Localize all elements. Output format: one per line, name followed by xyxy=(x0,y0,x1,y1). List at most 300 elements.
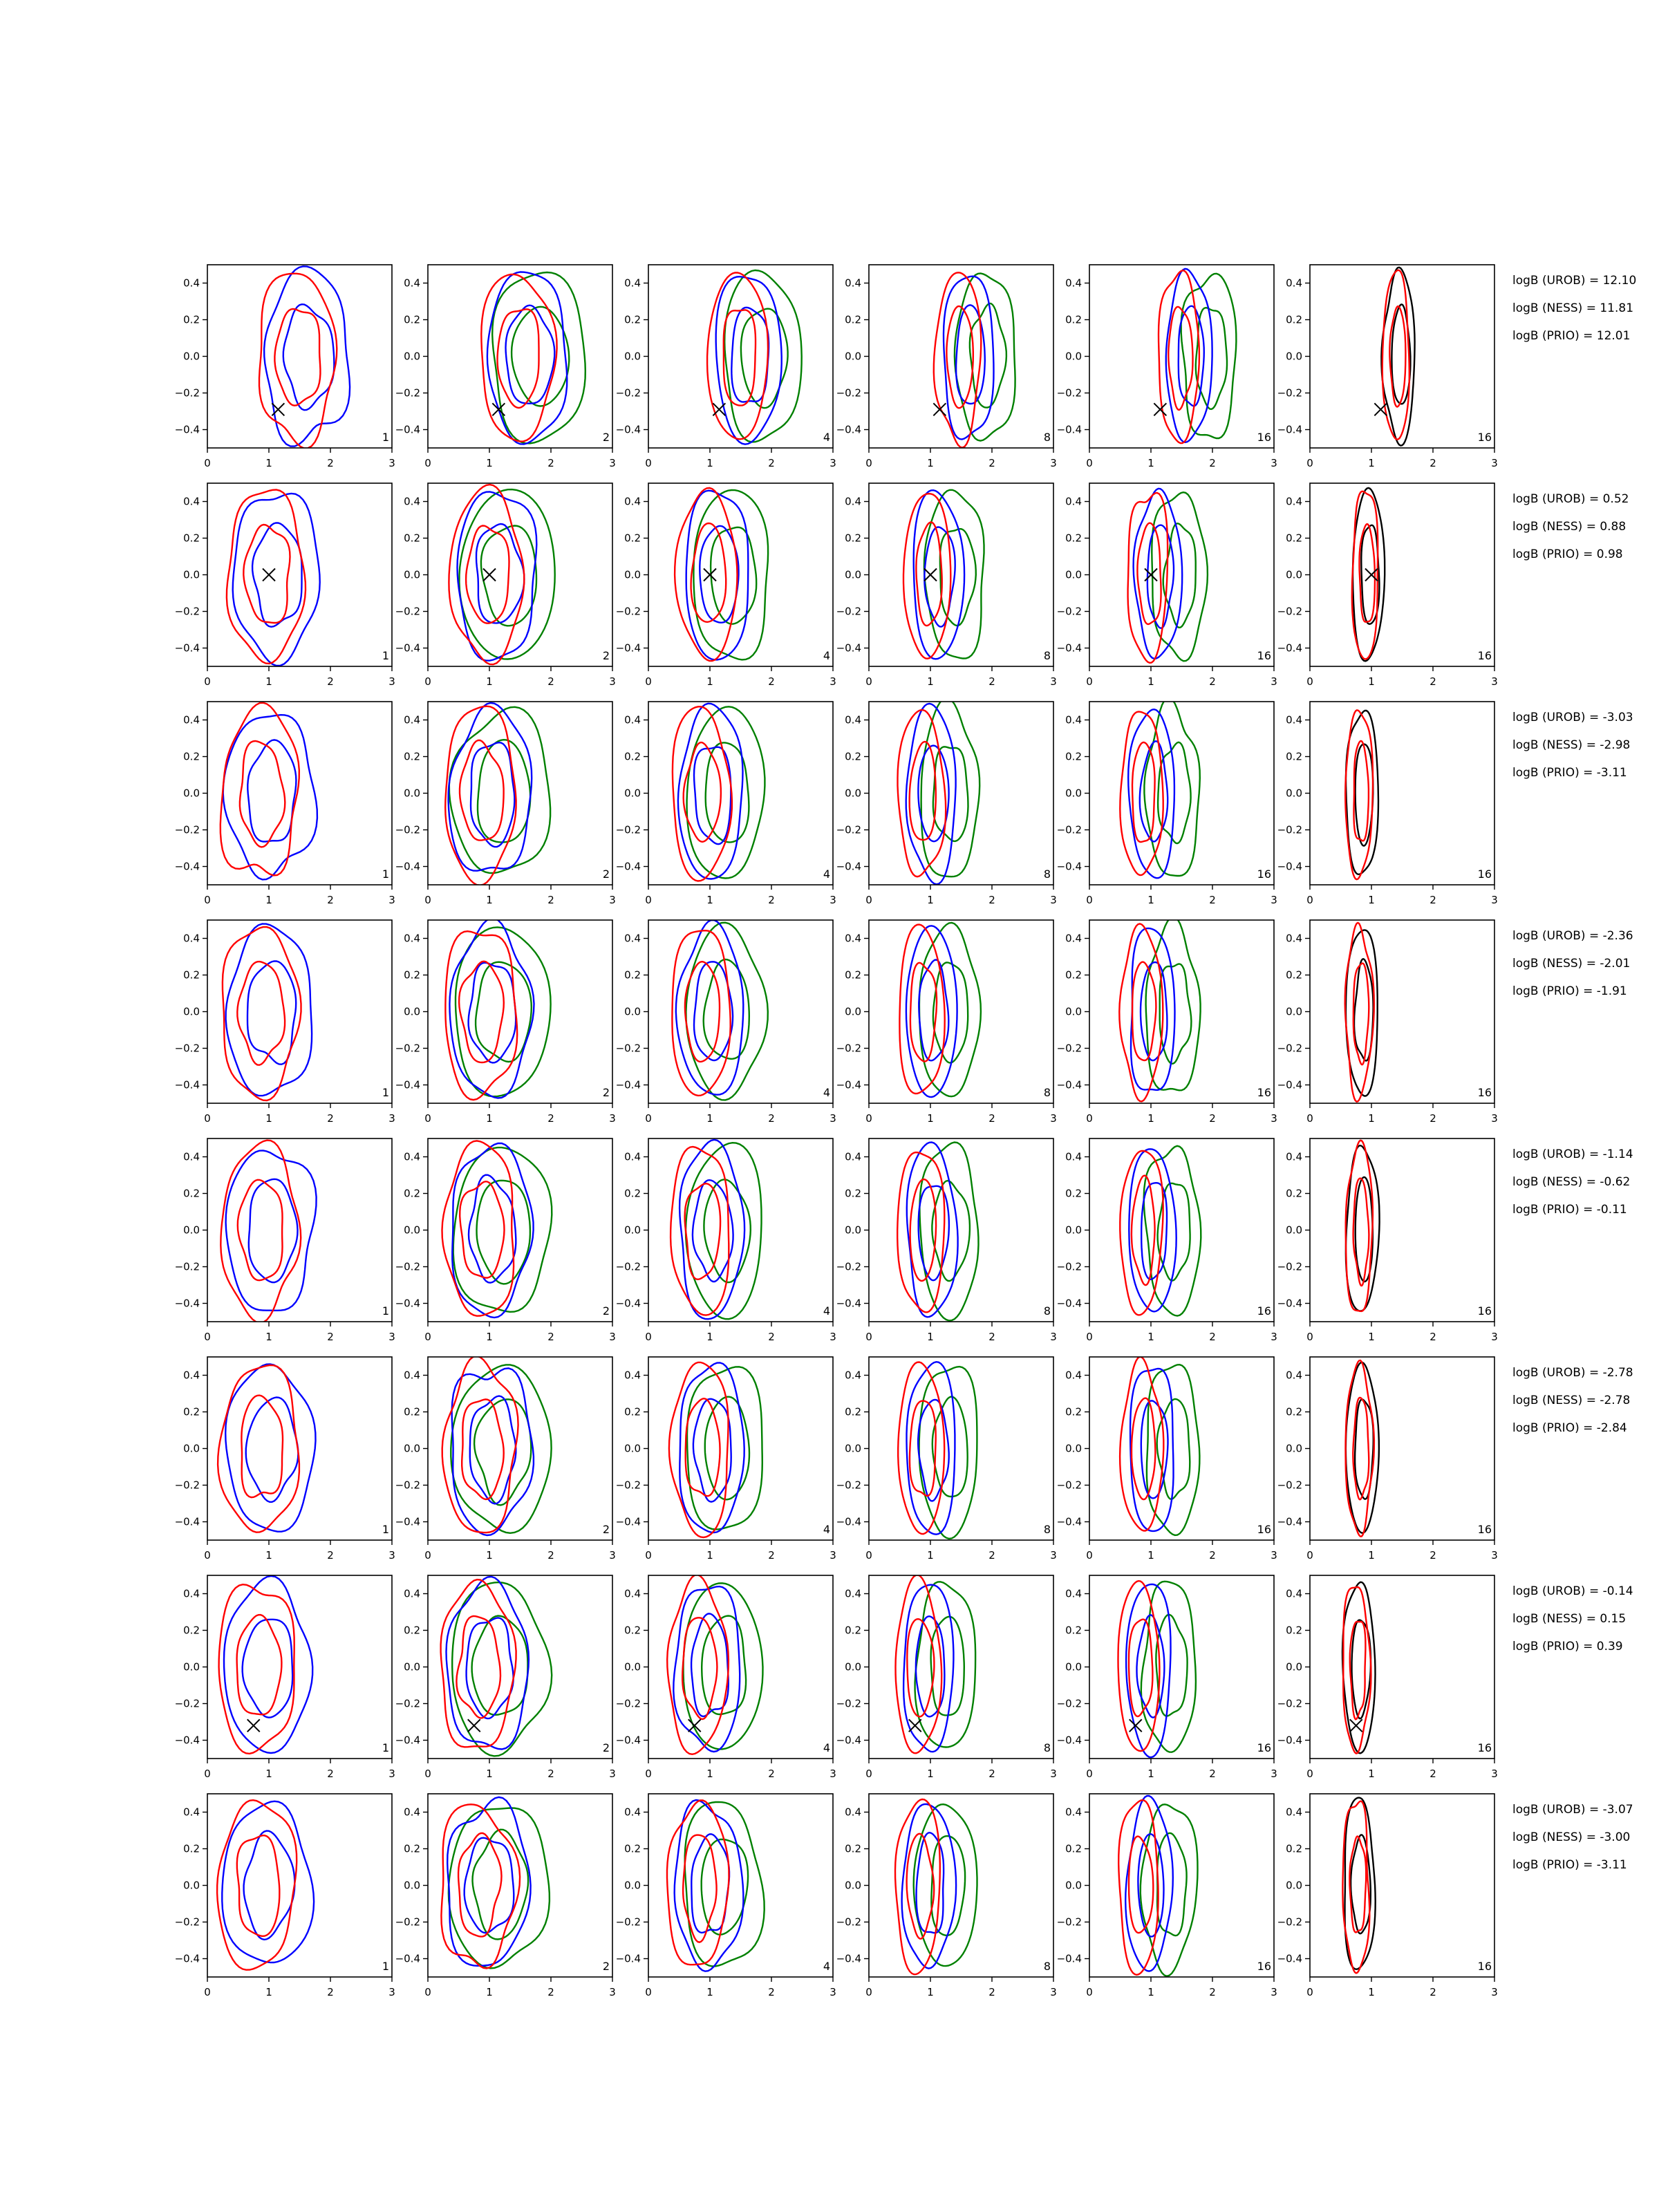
x-tick-label: 0 xyxy=(1306,675,1313,688)
x-tick-label: 2 xyxy=(768,457,775,469)
x-tick-label: 1 xyxy=(706,675,713,688)
panel-label: 16 xyxy=(1257,868,1271,881)
ness-inner-contour xyxy=(460,740,504,841)
x-tick-label: 2 xyxy=(988,1331,995,1343)
y-tick-label: 0.2 xyxy=(1286,968,1302,982)
y-tick-label: −0.4 xyxy=(1056,1734,1082,1747)
ness-outer-contour xyxy=(1120,712,1163,875)
panel-r7-c2 xyxy=(395,1575,616,1780)
x-tick-label: 1 xyxy=(486,1986,493,1998)
contour-group xyxy=(259,266,350,448)
x-tick-label: 1 xyxy=(1147,1549,1154,1562)
panel-r4-c6 xyxy=(1277,920,1498,1125)
ness-outer-contour xyxy=(898,1362,944,1535)
y-tick-label: −0.2 xyxy=(836,1479,861,1492)
y-tick-label: 0.2 xyxy=(404,1842,420,1855)
ness-inner-contour xyxy=(237,1615,282,1714)
panel-r8-c2 xyxy=(395,1794,616,1998)
x-tick-label: 0 xyxy=(865,1112,872,1125)
y-tick-label: 0.0 xyxy=(183,1224,200,1237)
axes-frame xyxy=(428,1138,612,1322)
x-tick-label: 3 xyxy=(1271,1768,1277,1780)
x-tick-label: 1 xyxy=(706,1768,713,1780)
x-tick-label: 0 xyxy=(424,675,431,688)
y-tick-label: 0.4 xyxy=(624,495,641,508)
panel-label: 1 xyxy=(382,1960,389,1973)
x-tick-label: 0 xyxy=(424,457,431,469)
panel-label: 8 xyxy=(1043,1304,1051,1318)
y-tick-label: 0.4 xyxy=(845,932,861,945)
axes-frame xyxy=(1310,1357,1494,1540)
panel-label: 2 xyxy=(602,1086,610,1099)
urob-inner-contour xyxy=(1138,1834,1163,1936)
axes-frame xyxy=(1310,1794,1494,1977)
panel-label: 8 xyxy=(1043,1086,1051,1099)
x-tick-label: 1 xyxy=(486,675,493,688)
y-tick-label: 0.0 xyxy=(1065,350,1082,363)
x-tick-label: 3 xyxy=(609,894,616,906)
urob-inner-contour xyxy=(283,304,335,410)
axes-frame xyxy=(1310,1575,1494,1759)
y-tick-label: 0.2 xyxy=(845,1842,861,1855)
x-tick-label: 2 xyxy=(327,894,334,906)
panel-r1-c4 xyxy=(836,265,1057,469)
panel-label: 8 xyxy=(1043,649,1051,662)
y-tick-label: 0.4 xyxy=(1286,932,1302,945)
x-tick-label: 2 xyxy=(327,1331,334,1343)
y-tick-label: 0.0 xyxy=(1286,1660,1302,1674)
urob-outer-contour xyxy=(233,494,320,666)
ness-inner-contour xyxy=(724,310,756,405)
panel-r6-c2 xyxy=(395,1356,616,1562)
axes-frame xyxy=(1310,920,1494,1103)
x-tick-label: 1 xyxy=(706,1986,713,1998)
ness-outer-contour xyxy=(1346,1360,1374,1537)
panel-r5-c5 xyxy=(1057,1138,1277,1343)
panel-r5-c3 xyxy=(616,1138,836,1343)
y-tick-label: 0.0 xyxy=(1065,1660,1082,1674)
y-tick-label: 0.0 xyxy=(183,1442,200,1455)
x-tick-label: 3 xyxy=(609,1331,616,1343)
panel-label: 8 xyxy=(1043,1523,1051,1536)
panel-r2-c4 xyxy=(836,483,1057,688)
prio-inner-contour xyxy=(932,1397,968,1497)
y-tick-label: −0.2 xyxy=(615,1042,641,1055)
ness-inner-contour xyxy=(498,309,539,408)
y-tick-label: 0.2 xyxy=(624,313,641,326)
y-tick-label: 0.0 xyxy=(624,1005,641,1018)
contour-group xyxy=(441,1797,550,1969)
contour-group xyxy=(442,1141,552,1318)
panel-label: 16 xyxy=(1257,1523,1271,1536)
x-tick-label: 0 xyxy=(865,1549,872,1562)
x-tick-label: 2 xyxy=(1209,1112,1216,1125)
panel-label: 16 xyxy=(1257,1741,1271,1754)
panel-label: 4 xyxy=(823,1304,830,1318)
y-tick-label: −0.4 xyxy=(836,1515,861,1528)
logB-text: logB (UROB) = 12.10 xyxy=(1512,274,1637,288)
x-marker xyxy=(492,403,505,415)
x-marker xyxy=(247,1719,260,1732)
contour-group xyxy=(1381,268,1414,446)
urob-outer-contour xyxy=(447,1797,530,1966)
y-tick-label: 0.0 xyxy=(845,1660,861,1674)
x-tick-label: 1 xyxy=(927,1768,934,1780)
contour-group xyxy=(669,1362,762,1537)
x-tick-label: 1 xyxy=(1368,1768,1375,1780)
y-tick-label: 0.2 xyxy=(1065,1842,1082,1855)
contour-group xyxy=(903,490,984,659)
panel-r2-c1 xyxy=(175,483,395,688)
panel-r7-c5 xyxy=(1057,1575,1277,1780)
y-tick-label: −0.2 xyxy=(174,605,200,618)
contour-group xyxy=(219,1576,313,1754)
y-tick-label: −0.2 xyxy=(1056,1697,1082,1710)
panel-r6-c1 xyxy=(175,1357,395,1562)
contour-group xyxy=(445,919,550,1100)
y-tick-label: 0.4 xyxy=(845,713,861,727)
y-tick-label: −0.2 xyxy=(615,605,641,618)
x-tick-label: 0 xyxy=(1086,1331,1093,1343)
x-tick-label: 3 xyxy=(388,1549,395,1562)
y-tick-label: 0.2 xyxy=(404,1624,420,1637)
panel-r8-c3 xyxy=(616,1794,836,1998)
x-tick-label: 1 xyxy=(1368,457,1375,469)
y-tick-label: 0.4 xyxy=(845,1806,861,1819)
x-tick-label: 3 xyxy=(1491,457,1498,469)
y-tick-label: −0.4 xyxy=(1277,1515,1302,1528)
y-tick-label: −0.2 xyxy=(174,386,200,400)
ness-outer-contour xyxy=(445,706,516,885)
y-tick-label: −0.2 xyxy=(1277,1260,1302,1273)
y-tick-label: 0.0 xyxy=(624,1879,641,1892)
x-tick-label: 2 xyxy=(327,675,334,688)
y-tick-label: 0.4 xyxy=(624,1806,641,1819)
ness-outer-contour xyxy=(221,703,299,876)
y-tick-label: −0.2 xyxy=(395,823,420,836)
y-tick-label: 0.0 xyxy=(624,1660,641,1674)
logB-text: logB (UROB) = -1.14 xyxy=(1512,1147,1633,1161)
ness-outer-contour xyxy=(903,494,950,659)
y-tick-label: 0.2 xyxy=(1286,1187,1302,1200)
y-tick-label: 0.4 xyxy=(1286,495,1302,508)
y-tick-label: −0.4 xyxy=(395,1297,420,1310)
contour-group xyxy=(667,1800,765,1971)
axes-frame xyxy=(869,1357,1053,1540)
x-tick-label: 1 xyxy=(1147,1112,1154,1125)
axes-frame xyxy=(869,702,1053,885)
x-marker xyxy=(263,569,275,581)
contour-group xyxy=(707,270,802,444)
y-tick-label: −0.2 xyxy=(1056,1260,1082,1273)
x-tick-label: 1 xyxy=(927,675,934,688)
y-tick-label: −0.2 xyxy=(1056,1915,1082,1929)
y-tick-label: −0.4 xyxy=(1056,423,1082,436)
x-tick-label: 1 xyxy=(1147,1331,1154,1343)
y-tick-label: 0.2 xyxy=(624,1842,641,1855)
panel-label: 8 xyxy=(1043,1741,1051,1754)
panel-label: 16 xyxy=(1477,431,1492,444)
prio-outer-contour xyxy=(453,1147,552,1312)
y-tick-label: 0.2 xyxy=(624,532,641,545)
y-tick-label: 0.0 xyxy=(845,1224,861,1237)
prio-inner-contour xyxy=(474,1399,531,1505)
panel-label: 4 xyxy=(823,1086,830,1099)
panel-label: 4 xyxy=(823,1741,830,1754)
y-tick-label: −0.4 xyxy=(1277,1297,1302,1310)
logB-text: logB (NESS) = 0.15 xyxy=(1512,1612,1627,1626)
ness-outer-contour xyxy=(223,927,301,1100)
x-tick-label: 3 xyxy=(1271,1331,1277,1343)
x-tick-label: 3 xyxy=(1050,1112,1057,1125)
panel-r3-c6 xyxy=(1277,702,1498,906)
urob-inner-contour xyxy=(506,306,555,404)
x-tick-label: 2 xyxy=(988,1768,995,1780)
ness-outer-contour xyxy=(449,485,524,664)
urob-inner-contour xyxy=(244,1831,295,1940)
ness-outer-contour xyxy=(221,1141,301,1323)
urob-outer-contour xyxy=(906,926,957,1097)
prio-inner-contour xyxy=(970,303,1006,407)
y-tick-label: 0.4 xyxy=(183,495,200,508)
y-tick-label: −0.2 xyxy=(174,823,200,836)
panel-label: 1 xyxy=(382,649,389,662)
panel-r6-c6 xyxy=(1277,1357,1498,1562)
urob-outer-contour xyxy=(452,1368,534,1535)
x-tick-label: 2 xyxy=(547,1112,554,1125)
y-tick-label: 0.0 xyxy=(624,1224,641,1237)
x-tick-label: 3 xyxy=(1491,1331,1498,1343)
urob-inner-contour xyxy=(1179,306,1204,406)
logB-text: logB (NESS) = 0.88 xyxy=(1512,520,1627,534)
urob-outer-contour xyxy=(907,1362,955,1535)
x-tick-label: 1 xyxy=(927,1986,934,1998)
x-tick-label: 2 xyxy=(547,675,554,688)
urob-inner-contour xyxy=(465,1838,514,1933)
panel-label: 4 xyxy=(823,1960,830,1973)
y-tick-label: 0.4 xyxy=(624,276,641,290)
x-tick-label: 1 xyxy=(927,894,934,906)
y-tick-label: 0.4 xyxy=(404,1806,420,1819)
y-tick-label: 0.4 xyxy=(1065,1587,1082,1600)
x-tick-label: 2 xyxy=(768,1331,775,1343)
x-tick-label: 1 xyxy=(927,1549,934,1562)
y-tick-label: 0.0 xyxy=(624,568,641,581)
urob-outer-contour xyxy=(1129,1149,1176,1311)
panel-label: 16 xyxy=(1257,649,1271,662)
y-tick-label: −0.4 xyxy=(1056,1515,1082,1528)
panel-r1-c1 xyxy=(175,265,395,469)
y-tick-label: −0.4 xyxy=(615,1078,641,1091)
y-tick-label: 0.4 xyxy=(183,1150,200,1163)
x-tick-label: 2 xyxy=(1430,675,1436,688)
x-tick-label: 3 xyxy=(388,1768,395,1780)
panel-r7-c3 xyxy=(616,1575,836,1780)
x-tick-label: 0 xyxy=(1086,894,1093,906)
logB-text: logB (PRIO) = -3.11 xyxy=(1512,766,1627,780)
y-tick-label: 0.4 xyxy=(845,1587,861,1600)
x-tick-label: 1 xyxy=(486,894,493,906)
axes-frame xyxy=(1089,1794,1274,1977)
x-tick-label: 2 xyxy=(547,457,554,469)
x-tick-label: 3 xyxy=(1491,894,1498,906)
x-tick-label: 1 xyxy=(265,1331,272,1343)
y-tick-label: 0.2 xyxy=(1065,1187,1082,1200)
x-tick-label: 2 xyxy=(988,1986,995,1998)
prio-inner-contour xyxy=(933,962,968,1062)
y-tick-label: 0.2 xyxy=(183,750,200,763)
y-tick-label: −0.4 xyxy=(1277,1078,1302,1091)
prio-outer-contour xyxy=(1144,1146,1201,1316)
x-marker xyxy=(468,1719,480,1732)
logB-text: logB (UROB) = -3.07 xyxy=(1512,1803,1633,1817)
y-tick-label: 0.0 xyxy=(845,1005,861,1018)
x-tick-label: 2 xyxy=(1430,1986,1436,1998)
x-tick-label: 2 xyxy=(547,894,554,906)
x-tick-label: 0 xyxy=(204,894,211,906)
x-tick-label: 2 xyxy=(988,1549,995,1562)
ness-inner-contour xyxy=(462,1399,504,1499)
panel-label: 16 xyxy=(1477,649,1492,662)
logB-text: logB (UROB) = -0.14 xyxy=(1512,1584,1633,1598)
x-tick-label: 3 xyxy=(1491,1549,1498,1562)
panel-label: 1 xyxy=(382,1086,389,1099)
panel-r5-c6 xyxy=(1277,1138,1498,1343)
panel-r8-c6 xyxy=(1277,1794,1498,1998)
panel-label: 16 xyxy=(1477,868,1492,881)
x-tick-label: 0 xyxy=(1086,675,1093,688)
x-tick-label: 1 xyxy=(706,1549,713,1562)
panel-r2-c6 xyxy=(1277,483,1498,688)
y-tick-label: 0.2 xyxy=(1065,1624,1082,1637)
urob-outer-contour xyxy=(914,490,964,659)
y-tick-label: 0.2 xyxy=(845,532,861,545)
urob-inner-contour xyxy=(243,1620,293,1718)
contour-group xyxy=(898,698,980,885)
x-tick-label: 2 xyxy=(768,1986,775,1998)
logB-text: logB (PRIO) = -3.11 xyxy=(1512,1858,1627,1872)
y-tick-label: 0.4 xyxy=(1286,1369,1302,1382)
y-tick-label: 0.2 xyxy=(1286,750,1302,763)
x-tick-label: 3 xyxy=(609,1986,616,1998)
prio-outer-contour xyxy=(693,490,768,659)
panel-label: 16 xyxy=(1477,1304,1492,1318)
x-tick-label: 0 xyxy=(645,457,652,469)
y-tick-label: −0.2 xyxy=(836,605,861,618)
urob-outer-contour xyxy=(903,1585,953,1752)
contour-group xyxy=(675,488,768,661)
x-tick-label: 1 xyxy=(1368,1112,1375,1125)
panel-r5-c1 xyxy=(175,1138,395,1343)
urob-outer-contour xyxy=(225,1364,315,1531)
y-tick-label: −0.4 xyxy=(395,641,420,655)
urob-outer-contour xyxy=(679,1140,744,1319)
y-tick-label: −0.2 xyxy=(1056,1042,1082,1055)
final-outer-contour xyxy=(1346,1145,1380,1311)
y-tick-label: 0.0 xyxy=(183,568,200,581)
x-tick-label: 3 xyxy=(609,1549,616,1562)
x-tick-label: 1 xyxy=(265,675,272,688)
x-tick-label: 1 xyxy=(1368,675,1375,688)
panel-r6-c3 xyxy=(616,1357,836,1562)
contour-group xyxy=(218,1364,315,1532)
panel-label: 16 xyxy=(1257,1960,1271,1973)
y-tick-label: −0.4 xyxy=(174,641,200,655)
y-tick-label: −0.4 xyxy=(615,860,641,873)
panel-label: 4 xyxy=(823,1523,830,1536)
panel-label: 16 xyxy=(1257,1304,1271,1318)
x-tick-label: 2 xyxy=(547,1331,554,1343)
urob-outer-contour xyxy=(944,276,994,440)
y-tick-label: −0.2 xyxy=(174,1915,200,1929)
y-tick-label: 0.2 xyxy=(845,968,861,982)
ness-outer-contour xyxy=(1345,923,1374,1102)
y-tick-label: −0.2 xyxy=(1056,1479,1082,1492)
y-tick-label: 0.4 xyxy=(404,713,420,727)
x-tick-label: 1 xyxy=(706,457,713,469)
contour-group xyxy=(442,1356,552,1535)
urob-outer-contour xyxy=(226,924,312,1096)
x-tick-label: 0 xyxy=(204,457,211,469)
contour-group xyxy=(1345,923,1378,1102)
x-tick-label: 2 xyxy=(547,1549,554,1562)
y-tick-label: 0.2 xyxy=(624,750,641,763)
y-tick-label: −0.4 xyxy=(1277,860,1302,873)
panel-label: 2 xyxy=(602,649,610,662)
panel-label: 16 xyxy=(1257,431,1271,444)
x-tick-label: 0 xyxy=(645,1768,652,1780)
y-tick-label: −0.4 xyxy=(1277,1952,1302,1965)
y-tick-label: 0.0 xyxy=(845,787,861,800)
x-tick-label: 0 xyxy=(424,894,431,906)
contour-group xyxy=(221,703,317,880)
x-tick-label: 3 xyxy=(830,1112,836,1125)
x-tick-label: 2 xyxy=(988,457,995,469)
x-tick-label: 3 xyxy=(1271,457,1277,469)
y-tick-label: 0.2 xyxy=(845,1187,861,1200)
y-tick-label: 0.2 xyxy=(404,1187,420,1200)
y-tick-label: 0.4 xyxy=(624,1587,641,1600)
prio-inner-contour xyxy=(512,307,569,406)
y-tick-label: 0.2 xyxy=(1286,1842,1302,1855)
x-tick-label: 0 xyxy=(1306,457,1313,469)
y-tick-label: −0.2 xyxy=(1056,605,1082,618)
y-tick-label: 0.4 xyxy=(1065,495,1082,508)
y-tick-label: 0.2 xyxy=(1065,968,1082,982)
panel-label: 1 xyxy=(382,431,389,444)
contour-group xyxy=(1352,488,1385,662)
prio-outer-contour xyxy=(451,1365,551,1533)
axes-frame xyxy=(648,702,833,885)
logB-text: logB (NESS) = -0.62 xyxy=(1512,1175,1631,1189)
y-tick-label: −0.4 xyxy=(395,1515,420,1528)
ness-inner-contour xyxy=(685,962,720,1062)
x-marker xyxy=(1154,403,1166,415)
y-tick-label: 0.2 xyxy=(1286,1624,1302,1637)
y-tick-label: 0.0 xyxy=(183,1005,200,1018)
contour-group xyxy=(672,920,767,1100)
x-tick-label: 1 xyxy=(1147,1768,1154,1780)
y-tick-label: −0.4 xyxy=(1056,1078,1082,1091)
y-tick-label: 0.2 xyxy=(845,750,861,763)
panel-label: 2 xyxy=(602,868,610,881)
y-tick-label: −0.2 xyxy=(836,1915,861,1929)
y-tick-label: 0.2 xyxy=(183,1624,200,1637)
panel-r2-c5 xyxy=(1057,483,1277,688)
x-tick-label: 2 xyxy=(327,1768,334,1780)
urob-inner-contour xyxy=(731,308,769,402)
x-tick-label: 0 xyxy=(1306,894,1313,906)
